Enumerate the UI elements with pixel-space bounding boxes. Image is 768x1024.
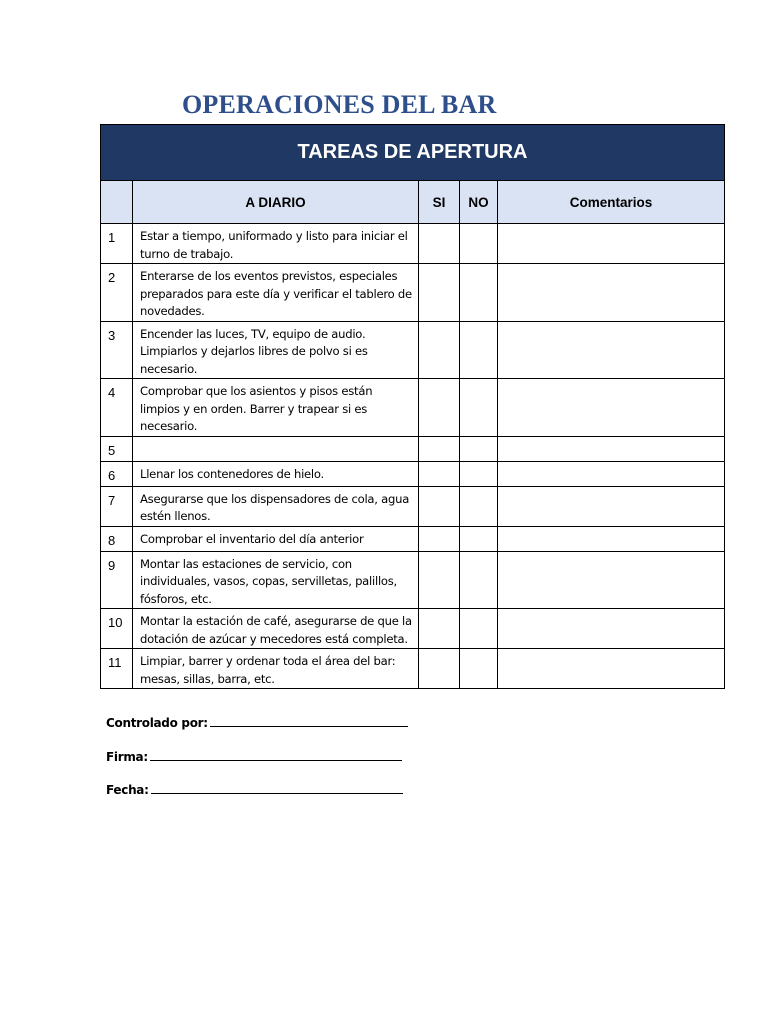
task-text: Llenar los contenedores de hielo.: [133, 461, 419, 486]
table-row: [101, 461, 725, 486]
no-cell[interactable]: [460, 486, 498, 526]
signature-field[interactable]: [106, 748, 402, 764]
task-column-header: A DIARIO: [133, 181, 419, 224]
comment-cell[interactable]: [498, 224, 725, 264]
comment-cell[interactable]: [498, 461, 725, 486]
comment-cell[interactable]: [498, 264, 725, 322]
row-number: 3: [101, 321, 133, 379]
number-column-header: [101, 181, 133, 224]
signature-underline[interactable]: [150, 748, 402, 761]
task-text: Enterarse de los eventos previstos, especiales preparados para este día y verificar el tablero de novedades.: [133, 264, 419, 322]
no-cell[interactable]: [460, 526, 498, 551]
comment-cell[interactable]: [498, 379, 725, 437]
task-text: Encender las luces, TV, equipo de audio. Limpiarlos y dejarlos libres de polvo si es necesario.: [133, 321, 419, 379]
comment-cell[interactable]: [498, 436, 725, 461]
no-cell[interactable]: [460, 321, 498, 379]
date-underline[interactable]: [151, 781, 403, 794]
controlled-by-label: Controlado por:: [106, 716, 208, 730]
row-number: 6: [101, 461, 133, 486]
si-cell[interactable]: [419, 461, 460, 486]
comment-cell[interactable]: [498, 321, 725, 379]
row-number: 4: [101, 379, 133, 437]
table-row: [101, 224, 725, 264]
comment-cell[interactable]: [498, 486, 725, 526]
task-text: Comprobar el inventario del día anterior: [133, 526, 419, 551]
row-number: 2: [101, 264, 133, 322]
task-text: Estar a tiempo, uniformado y listo para iniciar el turno de trabajo.: [133, 224, 419, 264]
si-cell[interactable]: [419, 379, 460, 437]
signature-label: Firma:: [106, 750, 148, 764]
no-cell[interactable]: [460, 264, 498, 322]
no-cell[interactable]: [460, 436, 498, 461]
controlled-by-underline[interactable]: [210, 714, 408, 727]
row-number: 5: [101, 436, 133, 461]
row-number: 8: [101, 526, 133, 551]
no-cell[interactable]: [460, 551, 498, 609]
no-cell[interactable]: [460, 224, 498, 264]
si-cell[interactable]: [419, 436, 460, 461]
no-cell[interactable]: [460, 379, 498, 437]
si-column-header: SI: [419, 181, 460, 224]
task-text: [133, 436, 419, 461]
table-row: [101, 486, 725, 526]
no-cell[interactable]: [460, 649, 498, 689]
comment-cell[interactable]: [498, 526, 725, 551]
si-cell[interactable]: [419, 551, 460, 609]
table-banner: TAREAS DE APERTURA: [101, 125, 725, 181]
comment-cell[interactable]: [498, 551, 725, 609]
table-row: [101, 649, 725, 689]
si-cell[interactable]: [419, 321, 460, 379]
document-title: OPERACIONES DEL BAR: [182, 90, 497, 119]
row-number: 1: [101, 224, 133, 264]
comments-column-header: Comentarios: [498, 181, 725, 224]
si-cell[interactable]: [419, 264, 460, 322]
comment-cell[interactable]: [498, 649, 725, 689]
si-cell[interactable]: [419, 486, 460, 526]
table-row: [101, 551, 725, 609]
controlled-by-field[interactable]: [106, 714, 408, 730]
si-cell[interactable]: [419, 224, 460, 264]
table-row: [101, 609, 725, 649]
task-text: Asegurarse que los dispensadores de cola, agua estén llenos.: [133, 486, 419, 526]
comment-cell[interactable]: [498, 609, 725, 649]
table-row: [101, 321, 725, 379]
si-cell[interactable]: [419, 609, 460, 649]
si-cell[interactable]: [419, 649, 460, 689]
row-number: 11: [101, 649, 133, 689]
date-label: Fecha:: [106, 783, 149, 797]
row-number: 10: [101, 609, 133, 649]
no-cell[interactable]: [460, 609, 498, 649]
row-number: 9: [101, 551, 133, 609]
table-row: [101, 379, 725, 437]
task-text: Comprobar que los asientos y pisos están limpios y en orden. Barrer y trapear si es necesario.: [133, 379, 419, 437]
checklist-table: [100, 124, 725, 689]
date-field[interactable]: [106, 781, 403, 797]
table-row: [101, 264, 725, 322]
table-row: [101, 526, 725, 551]
no-cell[interactable]: [460, 461, 498, 486]
task-text: Montar las estaciones de servicio, con individuales, vasos, copas, servilletas, palillos, fósforos, etc.: [133, 551, 419, 609]
si-cell[interactable]: [419, 526, 460, 551]
row-number: 7: [101, 486, 133, 526]
table-row: [101, 436, 725, 461]
task-text: Montar la estación de café, asegurarse de que la dotación de azúcar y mecedores está completa.: [133, 609, 419, 649]
task-text: Limpiar, barrer y ordenar toda el área del bar: mesas, sillas, barra, etc.: [133, 649, 419, 689]
no-column-header: NO: [460, 181, 498, 224]
